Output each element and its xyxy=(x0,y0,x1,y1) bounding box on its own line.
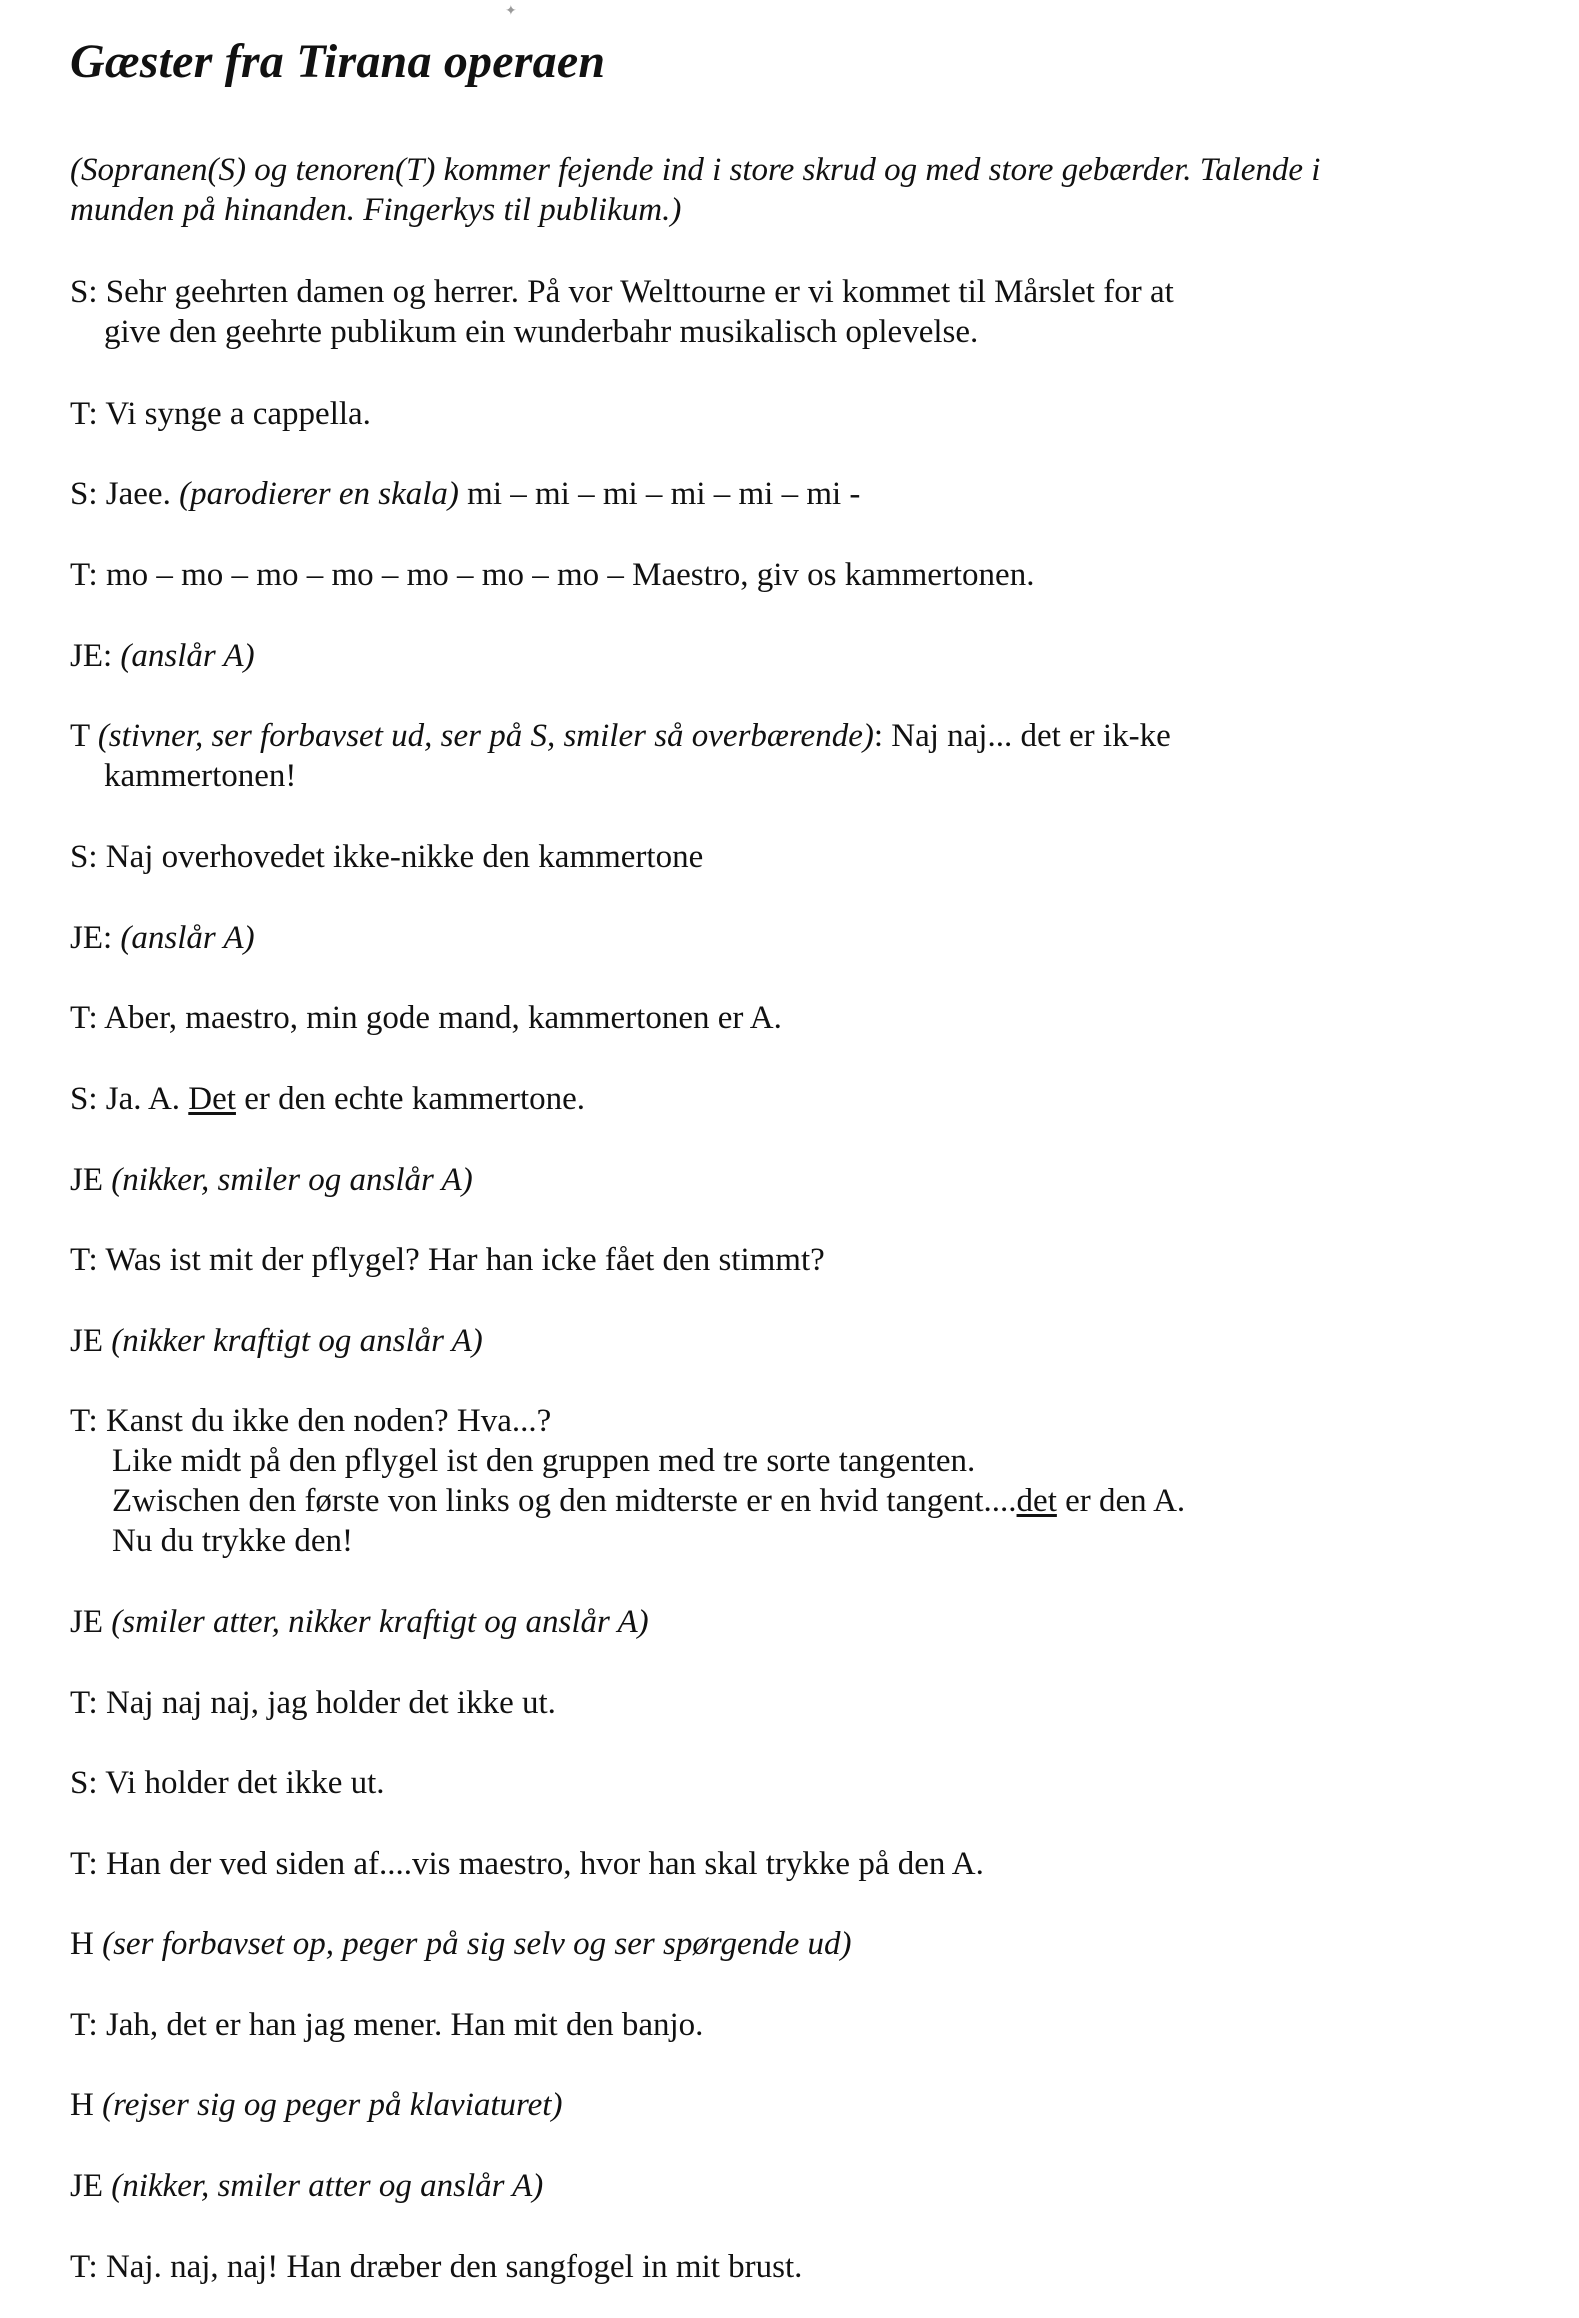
dialogue-text: Jaee. xyxy=(105,476,171,512)
stage-direction: (anslår A) xyxy=(120,920,255,956)
speaker-label: S: xyxy=(70,1081,98,1117)
speaker-label: H xyxy=(70,2087,94,2123)
stage-direction: (anslår A) xyxy=(120,638,255,674)
dialogue-text-continuation xyxy=(70,1481,1185,1521)
speaker-label: JE xyxy=(70,1323,103,1359)
dialogue-text: Zwischen den første von links og den midterste er en hvid tangent.... xyxy=(112,1483,1017,1519)
stage-direction: (stivner, ser forbavset ud, ser på S, smiler så overbærende) xyxy=(97,718,874,754)
speaker-label: JE: xyxy=(70,638,113,674)
dialogue-line xyxy=(70,1683,556,1723)
dialogue-line xyxy=(70,474,860,514)
stage-direction: (nikker, smiler atter og anslår A) xyxy=(111,2168,544,2204)
stage-direction: (parodierer en skala) xyxy=(179,476,459,512)
speaker-label: T: xyxy=(70,1685,98,1721)
speaker-label: S: xyxy=(70,1765,98,1801)
speaker-label: JE xyxy=(70,1604,103,1640)
dialogue-text: Vi synge a cappella. xyxy=(105,396,371,432)
dialogue-line xyxy=(70,918,255,958)
dialogue-line xyxy=(70,1924,852,1964)
dialogue-line xyxy=(70,1321,483,1361)
speaker-label: JE xyxy=(70,2168,103,2204)
speaker-label: JE: xyxy=(70,920,113,956)
dialogue-line xyxy=(70,1401,1185,1561)
dialogue-text: Aber, maestro, min gode mand, kammertonen er A. xyxy=(104,1000,782,1036)
intro-line-2: munden på hinanden. Fingerkys til publikum.) xyxy=(70,192,682,228)
dialogue-line xyxy=(70,998,782,1038)
dialogue-line xyxy=(70,1602,649,1642)
dialogue-text: er den A. xyxy=(1065,1483,1186,1519)
dialogue-text: : Naj naj... det er ik-ke xyxy=(873,718,1171,754)
stage-direction-intro xyxy=(70,150,1530,230)
scan-smudge-mark: ✦ xyxy=(505,4,517,19)
stage-direction: (nikker, smiler og anslår A) xyxy=(111,1162,473,1198)
speaker-label: T xyxy=(70,718,90,754)
dialogue-line xyxy=(70,555,1034,595)
stage-direction: (ser forbavset op, peger på sig selv og ser spørgende ud) xyxy=(102,1926,852,1962)
dialogue-text: Han der ved siden af....vis maestro, hvor han skal trykke på den A. xyxy=(105,1846,984,1882)
page-title: Gæster fra Tirana operaen xyxy=(70,35,606,88)
stage-direction: (nikker kraftigt og anslår A) xyxy=(111,1323,483,1359)
emphasized-word: Det xyxy=(188,1081,236,1117)
dialogue-line xyxy=(70,394,371,434)
speaker-label: T: xyxy=(70,396,98,432)
speaker-label: S: xyxy=(70,839,98,875)
speaker-label: S: xyxy=(70,476,98,512)
dialogue-line xyxy=(70,1763,385,1803)
dialogue-text: Sehr geehrten damen og herrer. På vor Welttourne er vi kommet til Mårslet for at xyxy=(105,274,1174,310)
dialogue-line xyxy=(70,2166,543,2206)
dialogue-line xyxy=(70,837,703,877)
stage-direction: (rejser sig og peger på klaviaturet) xyxy=(102,2087,563,2123)
dialogue-text: Ja. A. xyxy=(105,1081,181,1117)
dialogue-text: Kanst du ikke den noden? Hva...? xyxy=(105,1403,552,1439)
speaker-label: T: xyxy=(70,557,98,593)
dialogue-text-continuation: give den geehrte publikum ein wunderbahr musikalisch oplevelse. xyxy=(104,314,979,350)
speaker-label: T: xyxy=(70,1846,98,1882)
dialogue-text: mi – mi – mi – mi – mi – mi - xyxy=(467,476,861,512)
speaker-label: T: xyxy=(70,1242,98,1278)
dialogue-line xyxy=(70,1079,585,1119)
dialogue-line xyxy=(70,2005,703,2045)
speaker-label: T: xyxy=(70,2249,98,2285)
dialogue-text: Was ist mit der pflygel? Har han icke fået den stimmt? xyxy=(105,1242,825,1278)
intro-line-1: (Sopranen(S) og tenoren(T) kommer fejende ind i store skrud og med store gebærder. Talende i xyxy=(70,152,1321,188)
dialogue-text: Naj overhovedet ikke-nikke den kammertone xyxy=(105,839,704,875)
dialogue-line xyxy=(70,272,1174,352)
speaker-label: T: xyxy=(70,2007,98,2043)
speaker-label: S: xyxy=(70,274,98,310)
emphasized-word: det xyxy=(1016,1483,1057,1519)
dialogue-line xyxy=(70,2247,802,2287)
dialogue-line xyxy=(70,636,255,676)
dialogue-text-continuation: Nu du trykke den! xyxy=(112,1523,354,1559)
dialogue-line xyxy=(70,1844,984,1884)
dialogue-line xyxy=(70,1240,825,1280)
speaker-label: T: xyxy=(70,1000,98,1036)
dialogue-text: Vi holder det ikke ut. xyxy=(105,1765,385,1801)
speaker-label: T: xyxy=(70,1403,98,1439)
dialogue-text-continuation: Like midt på den pflygel ist den gruppen med tre sorte tangenten. xyxy=(112,1443,976,1479)
dialogue-text-continuation: kammertonen! xyxy=(104,758,297,794)
dialogue-line xyxy=(70,716,1171,796)
dialogue-text: Naj. naj, naj! Han dræber den sangfogel in mit brust. xyxy=(105,2249,803,2285)
dialogue-text: Jah, det er han jag mener. Han mit den banjo. xyxy=(105,2007,704,2043)
speaker-label: JE xyxy=(70,1162,103,1198)
dialogue-line xyxy=(70,1160,473,1200)
speaker-label: H xyxy=(70,1926,94,1962)
dialogue-text: Naj naj naj, jag holder det ikke ut. xyxy=(105,1685,556,1721)
dialogue-text: er den echte kammertone. xyxy=(244,1081,586,1117)
dialogue-line xyxy=(70,2085,562,2125)
dialogue-text: mo – mo – mo – mo – mo – mo – mo – Maestro, giv os kammertonen. xyxy=(105,557,1035,593)
stage-direction: (smiler atter, nikker kraftigt og anslår A) xyxy=(111,1604,649,1640)
